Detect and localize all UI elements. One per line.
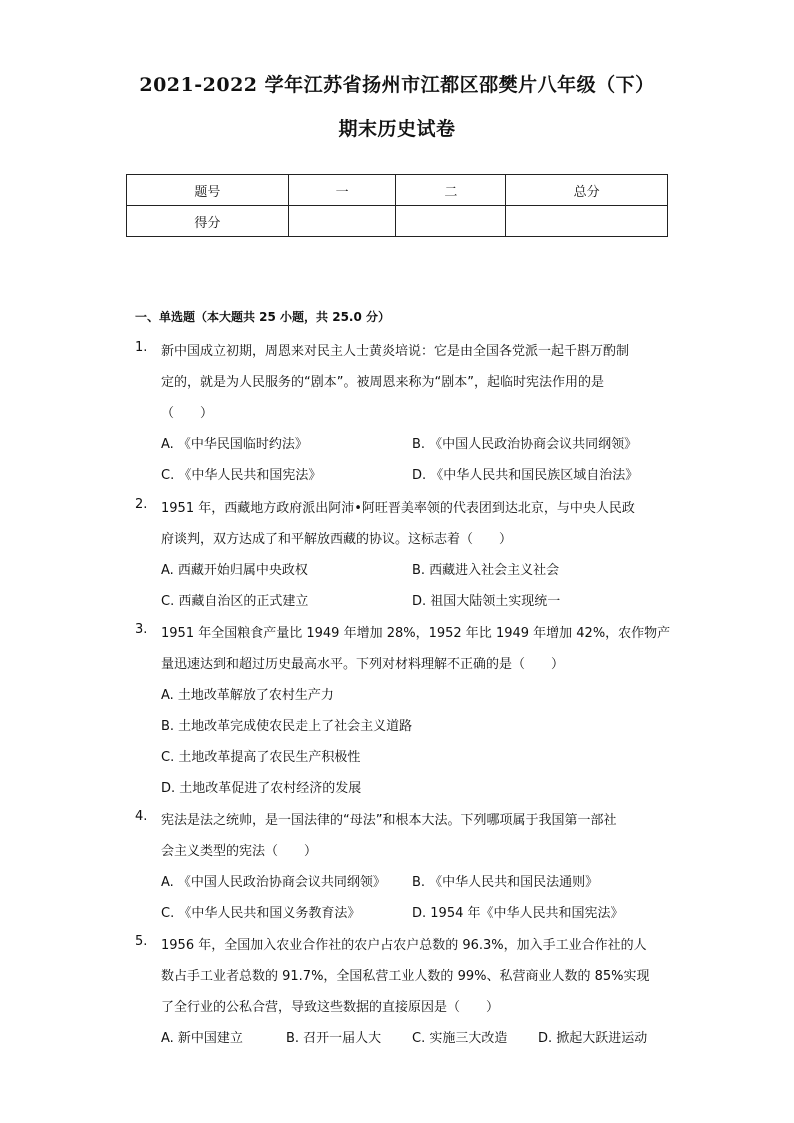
question-number: 4. [135, 809, 148, 824]
question-number: 5. [135, 934, 148, 949]
option-c: C. 《中华人民共和国义务教育法》 [161, 906, 361, 921]
question-text-line: 府谈判，双方达成了和平解放西藏的协议。这标志着（ ） [161, 532, 513, 547]
row-label-score: 得分 [127, 206, 289, 237]
question-text-line: 1956 年，全国加入农业合作社的农户占农户总数的 96.3%，加入手工业合作社的人 [161, 938, 647, 953]
header-part-two: 二 [396, 175, 506, 206]
question-text-line: 定的，就是为人民服务的“剧本”。被周恩来称为“剧本”，起临时宪法作用的是 [161, 375, 604, 390]
option-d: D. 掀起大跃进运动 [538, 1031, 648, 1046]
option-b: B. 《中华人民共和国民法通则》 [412, 875, 599, 890]
option-d: D. 《中华人民共和国民族区域自治法》 [412, 468, 639, 483]
exam-title-line1: 2021-2022 学年江苏省扬州市江都区邵樊片八年级（下） [139, 74, 655, 96]
score-table-header-row [127, 175, 668, 206]
option-a: A. 《中国人民政治协商会议共同纲领》 [161, 875, 386, 890]
option-c: C. 《中华人民共和国宪法》 [161, 468, 322, 483]
question-text-line: 新中国成立初期，周恩来对民主人士黄炎培说：它是由全国各党派一起千斟万酌制 [161, 344, 630, 359]
option-a: A. 西藏开始归属中央政权 [161, 563, 308, 578]
section-heading: 一、单选题（本大题共 25 小题，共 25.0 分） [135, 310, 391, 324]
question-number: 1. [135, 340, 148, 355]
score-cell-part-two [396, 206, 506, 237]
score-table [126, 174, 668, 237]
option-b: B. 土地改革完成使农民走上了社会主义道路 [161, 719, 413, 734]
header-question-number: 题号 [127, 175, 289, 206]
option-a: A. 新中国建立 [161, 1031, 243, 1046]
question-number: 2. [135, 497, 148, 512]
option-b: B. 《中国人民政治协商会议共同纲领》 [412, 437, 638, 452]
question-text-line: 1951 年全国粮食产量比 1949 年增加 28%，1952 年比 1949 年增加 42%，农作物产 [161, 626, 671, 641]
question-text-line: 1951 年，西藏地方政府派出阿沛•阿旺晋美率领的代表团到达北京，与中央人民政 [161, 501, 635, 516]
option-d: D. 祖国大陆领土实现统一 [412, 594, 561, 609]
option-b: B. 召开一届人大 [286, 1031, 382, 1046]
option-a: A. 《中华民国临时约法》 [161, 437, 308, 452]
question-text-line: 宪法是法之统帅，是一国法律的“母法”和根本大法。下列哪项属于我国第一部社 [161, 813, 617, 828]
header-total: 总分 [506, 175, 668, 206]
option-c: C. 实施三大改造 [412, 1031, 508, 1046]
question-text-line: 量迅速达到和超过历史最高水平。下列对材料理解不正确的是（ ） [161, 657, 565, 672]
question-text-line: 数占手工业者总数的 91.7%，全国私营工业人数的 99%、私营商业人数的 85%实现 [161, 969, 650, 984]
option-a: A. 土地改革解放了农村生产力 [161, 688, 334, 703]
question-text-line: 了全行业的公私合营，导致这些数据的直接原因是（ ） [161, 1000, 500, 1015]
option-d: D. 1954 年《中华人民共和国宪法》 [412, 906, 624, 921]
question-text-line: 会主义类型的宪法（ ） [161, 844, 318, 859]
header-part-one: 一 [288, 175, 396, 206]
question-number: 3. [135, 622, 148, 637]
score-cell-total [506, 206, 668, 237]
option-b: B. 西藏进入社会主义社会 [412, 563, 560, 578]
question-text-line: （ ） [161, 406, 214, 421]
exam-title-line2: 期末历史试卷 [338, 118, 456, 140]
score-table-score-row [127, 206, 668, 237]
option-c: C. 土地改革提高了农民生产积极性 [161, 750, 361, 765]
option-d: D. 土地改革促进了农村经济的发展 [161, 781, 362, 796]
score-cell-part-one [288, 206, 396, 237]
option-c: C. 西藏自治区的正式建立 [161, 594, 309, 609]
